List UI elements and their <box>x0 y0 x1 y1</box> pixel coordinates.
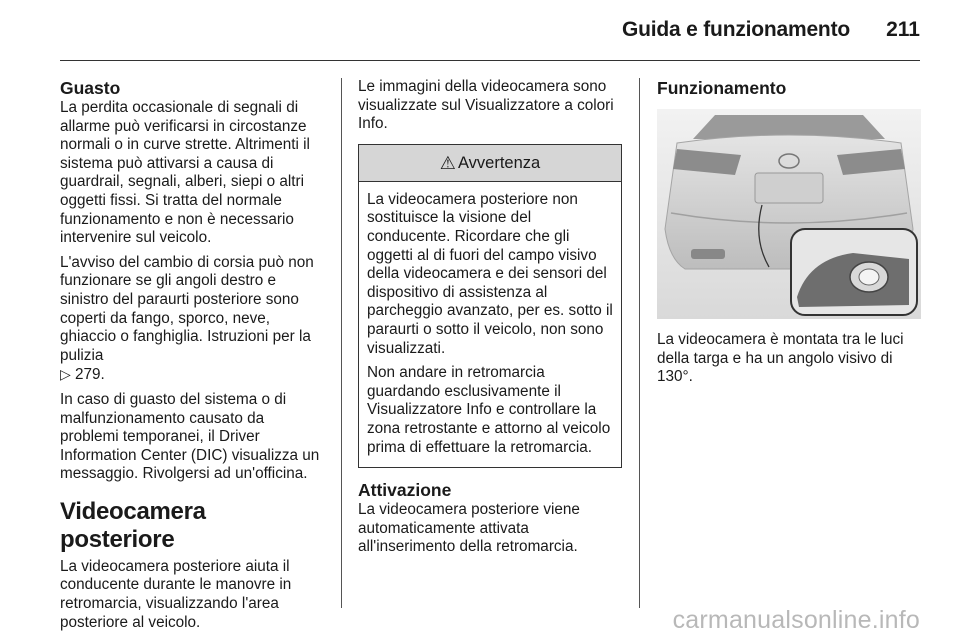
guasto-paragraph-1: La perdita occasionale di segnali di allarme può verificarsi in circostanze normali o in curve strette. Altrimenti il sistema può attivarsi a causa di guardrail, segnali, alberi, siepi o altri oggetti fissi. Si tratta del normale funzionamento e non è necessario intervenire sul veicolo. <box>60 99 310 247</box>
column-divider <box>639 78 640 608</box>
funzionamento-heading: Funzionamento <box>657 78 787 98</box>
camera-intro-paragraph: La videocamera posteriore aiuta il conducente durante le manovre in retromarcia, visualizzando l'area posteriore al veicolo. <box>60 557 292 631</box>
warning-triangle-icon: ⚠ <box>439 152 456 173</box>
page-reference[interactable]: 279. <box>75 366 105 384</box>
warning-title: Avvertenza <box>457 153 541 172</box>
warning-paragraph-1: La videocamera posteriore non sostituisce la visione del conducente. Ricordare che gli oggetti al di fuori del campo visivo della videocamera e dei sensori del dispositivo di assistenza al parcheggio avanzato, per es. sotto il paraurti o sotto il veicolo, non sono visualizzati. <box>367 190 613 357</box>
column-middle <box>358 78 622 563</box>
column-left <box>60 78 324 638</box>
guasto-heading: Guasto <box>60 78 121 98</box>
warning-box <box>358 144 622 468</box>
watermark: carmanualsonline.info <box>672 606 920 634</box>
page-number: 211 <box>886 18 920 41</box>
figure-caption: La videocamera è montata tra le luci della targa e ha un angolo visivo di 130°. <box>657 331 904 386</box>
column-divider <box>341 78 342 608</box>
display-paragraph: Le immagini della videocamera sono visualizzate sul Visualizzatore a colori Info. <box>358 78 614 133</box>
reference-arrow-icon: ▷ <box>60 366 71 383</box>
guasto-paragraph-2-text: L'avviso del cambio di corsia può non funzionare se gli angoli destro e sinistro del paraurti posteriore sono coperti da fango, sporco, neve, ghiaccio o fanghiglia. Istruzioni per la pulizia <box>60 253 314 364</box>
warning-paragraph-2: Non andare in retromarcia guardando esclusivamente il Visualizzatore Info e controllare la zona retrostante e attorno al veicolo prima di effettuare la retromarcia. <box>367 364 611 456</box>
rear-camera-illustration <box>657 109 921 319</box>
attivazione-paragraph: La videocamera posteriore viene automaticamente attivata all'inserimento della retromarcia. <box>358 501 580 556</box>
attivazione-heading: Attivazione <box>358 480 452 501</box>
header-title: Guida e funzionamento <box>622 18 850 41</box>
section-heading: Videocamera posteriore <box>60 497 206 553</box>
guasto-paragraph-3: In caso di guasto del sistema o di malfunzionamento causato da problemi temporanei, il Driver Information Center (DIC) visualizza un messaggio. Rivolgersi ad un'officina. <box>60 390 320 483</box>
guasto-paragraph-2 <box>60 254 324 385</box>
warning-body <box>359 182 621 467</box>
warning-header <box>359 145 621 182</box>
column-right <box>657 78 921 393</box>
header-rule <box>60 60 920 61</box>
